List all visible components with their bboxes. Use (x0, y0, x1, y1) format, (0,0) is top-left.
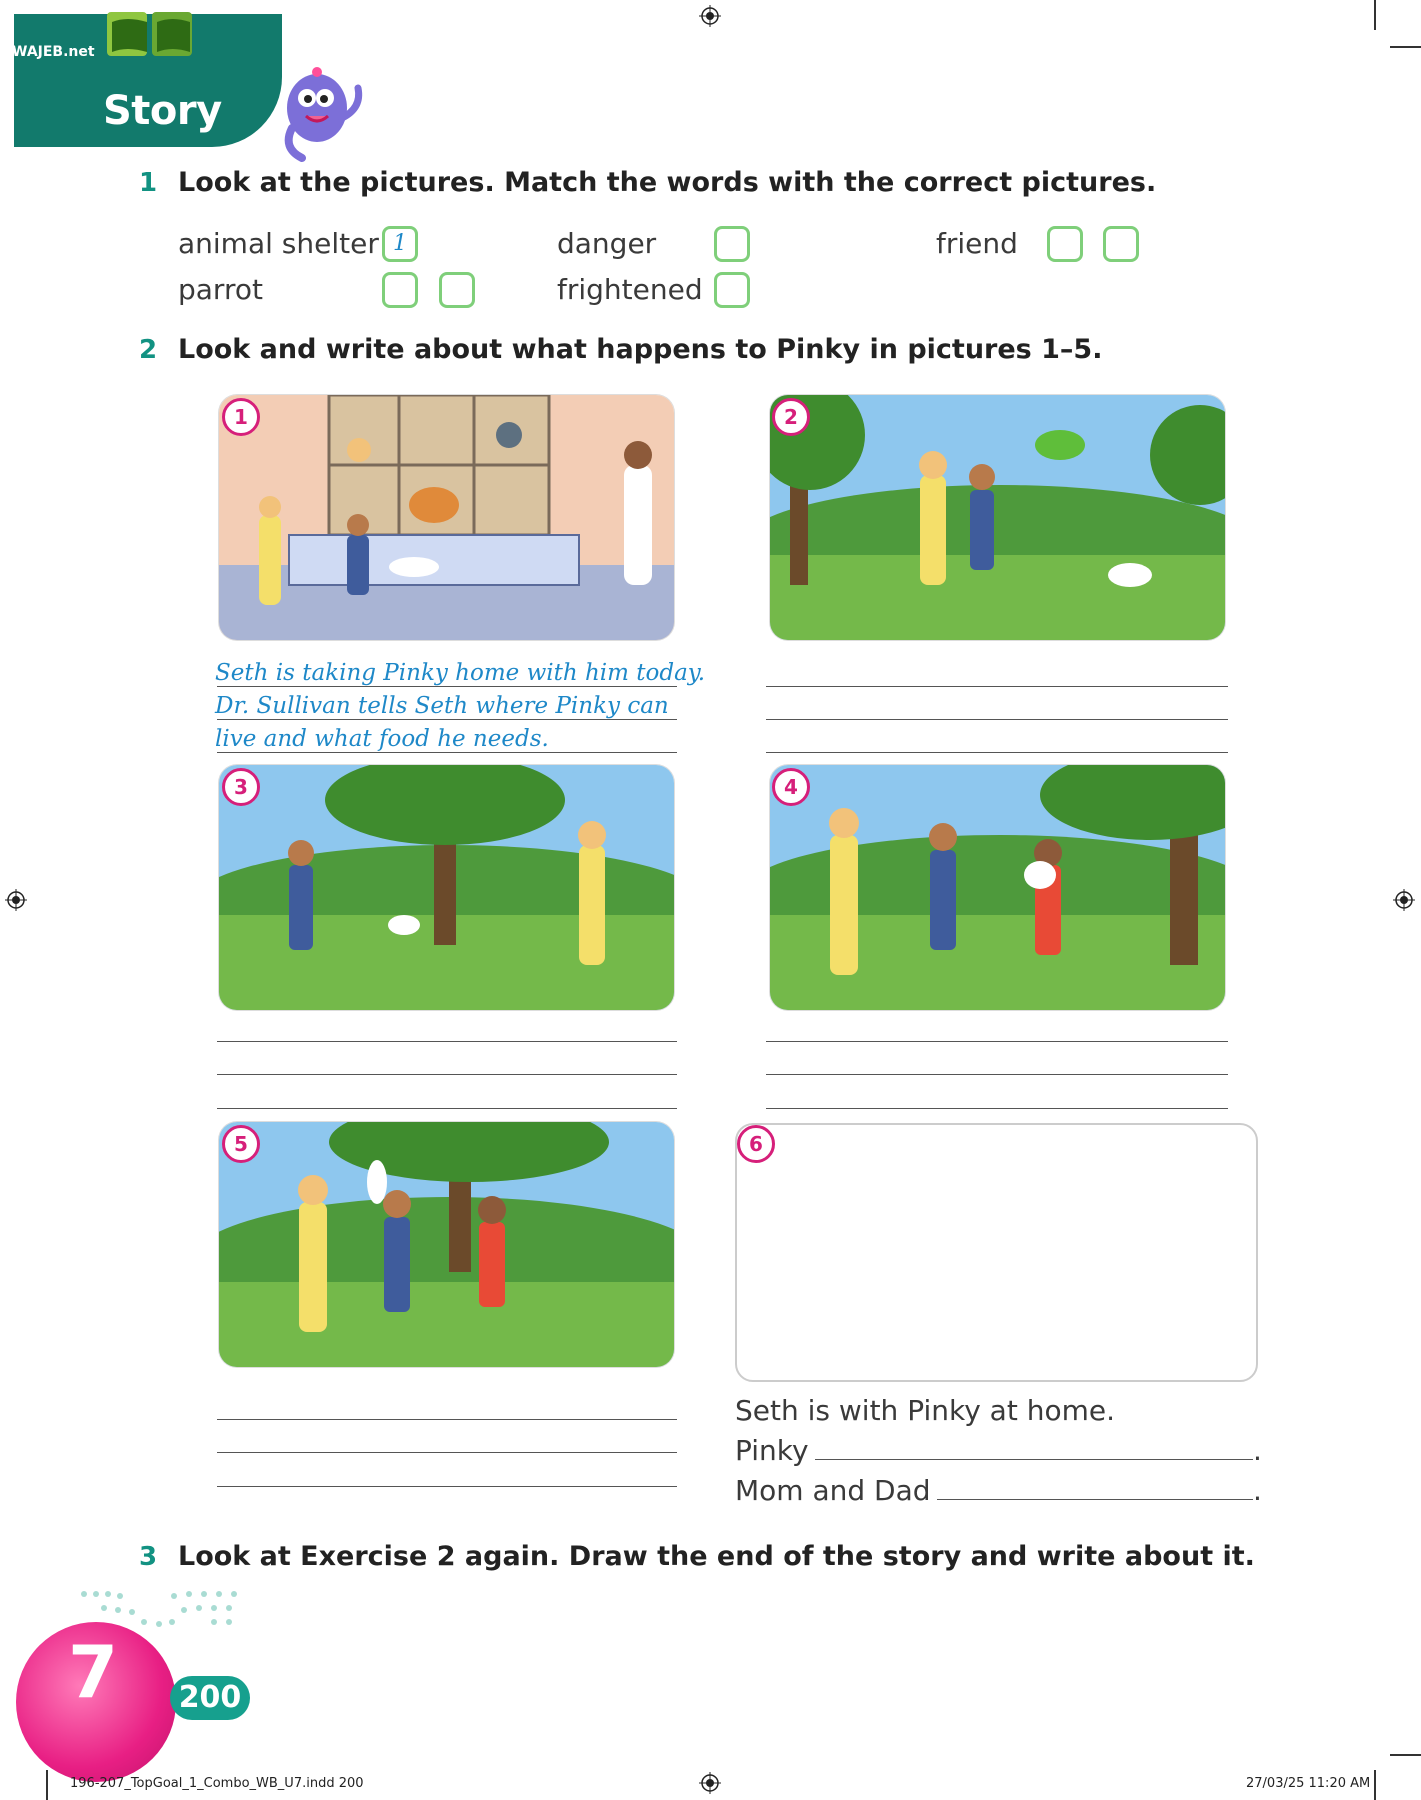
writing-line[interactable] (937, 1499, 1253, 1500)
exercise-number: 3 (139, 1542, 158, 1572)
answer-box[interactable]: 1 (382, 226, 418, 262)
writing-line (217, 719, 677, 720)
word-label: animal shelter (178, 227, 379, 260)
panel-number: 6 (737, 1125, 775, 1163)
story-panel-5 (219, 1122, 674, 1367)
writing-line[interactable] (217, 1041, 677, 1042)
drawing-box[interactable] (735, 1123, 1258, 1382)
writing-line[interactable] (217, 1074, 677, 1075)
story-panel-1 (219, 395, 674, 640)
writing-line (217, 686, 677, 687)
panel-number: 2 (772, 398, 810, 436)
story-panel-4 (770, 765, 1225, 1010)
section-title: Story (103, 88, 222, 134)
exercise-instruction: Look at the pictures. Match the words with the correct pictures. (178, 167, 1157, 198)
writing-line[interactable] (217, 1108, 677, 1109)
exercise-instruction: Look at Exercise 2 again. Draw the end of the story and write about it. (178, 1541, 1255, 1572)
story-panel-2 (770, 395, 1225, 640)
mascot-illustration (262, 58, 372, 168)
writing-line[interactable] (766, 1074, 1228, 1075)
word-label: parrot (178, 273, 263, 306)
answer-box[interactable] (1103, 226, 1139, 262)
exercise-number: 1 (139, 168, 158, 198)
print-timestamp: 27/03/25 11:20 AM (1246, 1776, 1371, 1791)
page-number: 200 (170, 1676, 250, 1720)
panel-number: 1 (222, 398, 260, 436)
writing-line[interactable] (766, 752, 1228, 753)
answer-box[interactable] (439, 272, 475, 308)
answer-handwriting: Dr. Sullivan tells Seth where Pinky can (215, 693, 669, 719)
exercise-number: 2 (139, 335, 158, 365)
writing-line (217, 752, 677, 753)
answer-handwriting: live and what food he needs. (215, 726, 549, 752)
site-logo (12, 8, 192, 68)
crop-mark (1390, 1754, 1421, 1756)
writing-line[interactable] (766, 1041, 1228, 1042)
crop-mark (1374, 1770, 1376, 1800)
period: . (1253, 1434, 1262, 1467)
panel6-sentence: Seth is with Pinky at home. (735, 1394, 1115, 1427)
panel-number: 4 (772, 768, 810, 806)
unit-number: 7 (68, 1630, 119, 1714)
panel6-prompt: Mom and Dad (735, 1474, 931, 1507)
panel6-prompt: Pinky (735, 1434, 809, 1467)
answer-handwriting: Seth is taking Pinky home with him today. (215, 660, 706, 686)
writing-line[interactable] (217, 1419, 677, 1420)
writing-line[interactable] (766, 1108, 1228, 1109)
logo-text: WAJEB.net (12, 44, 95, 60)
word-label: friend (936, 227, 1018, 260)
crop-mark (46, 1770, 48, 1800)
story-panel-3 (219, 765, 674, 1010)
period: . (1253, 1474, 1262, 1507)
file-slug: 196-207_TopGoal_1_Combo_WB_U7.indd 200 (70, 1776, 364, 1791)
word-label: danger (557, 227, 657, 260)
panel-number: 3 (222, 768, 260, 806)
writing-line[interactable] (815, 1459, 1253, 1460)
crop-mark (1390, 46, 1421, 48)
exercise-instruction: Look and write about what happens to Pinky in pictures 1–5. (178, 334, 1103, 365)
writing-line[interactable] (766, 686, 1228, 687)
word-label: frightened (557, 273, 703, 306)
writing-line[interactable] (766, 719, 1228, 720)
registration-mark-icon (5, 889, 27, 911)
registration-mark-icon (699, 5, 721, 27)
answer-box[interactable] (714, 226, 750, 262)
writing-line[interactable] (217, 1452, 677, 1453)
answer-box[interactable] (382, 272, 418, 308)
writing-line[interactable] (217, 1486, 677, 1487)
crop-mark (1374, 0, 1376, 30)
answer-box[interactable] (1047, 226, 1083, 262)
panel-number: 5 (222, 1125, 260, 1163)
registration-mark-icon (1393, 889, 1415, 911)
answer-box[interactable] (714, 272, 750, 308)
registration-mark-icon (699, 1772, 721, 1794)
